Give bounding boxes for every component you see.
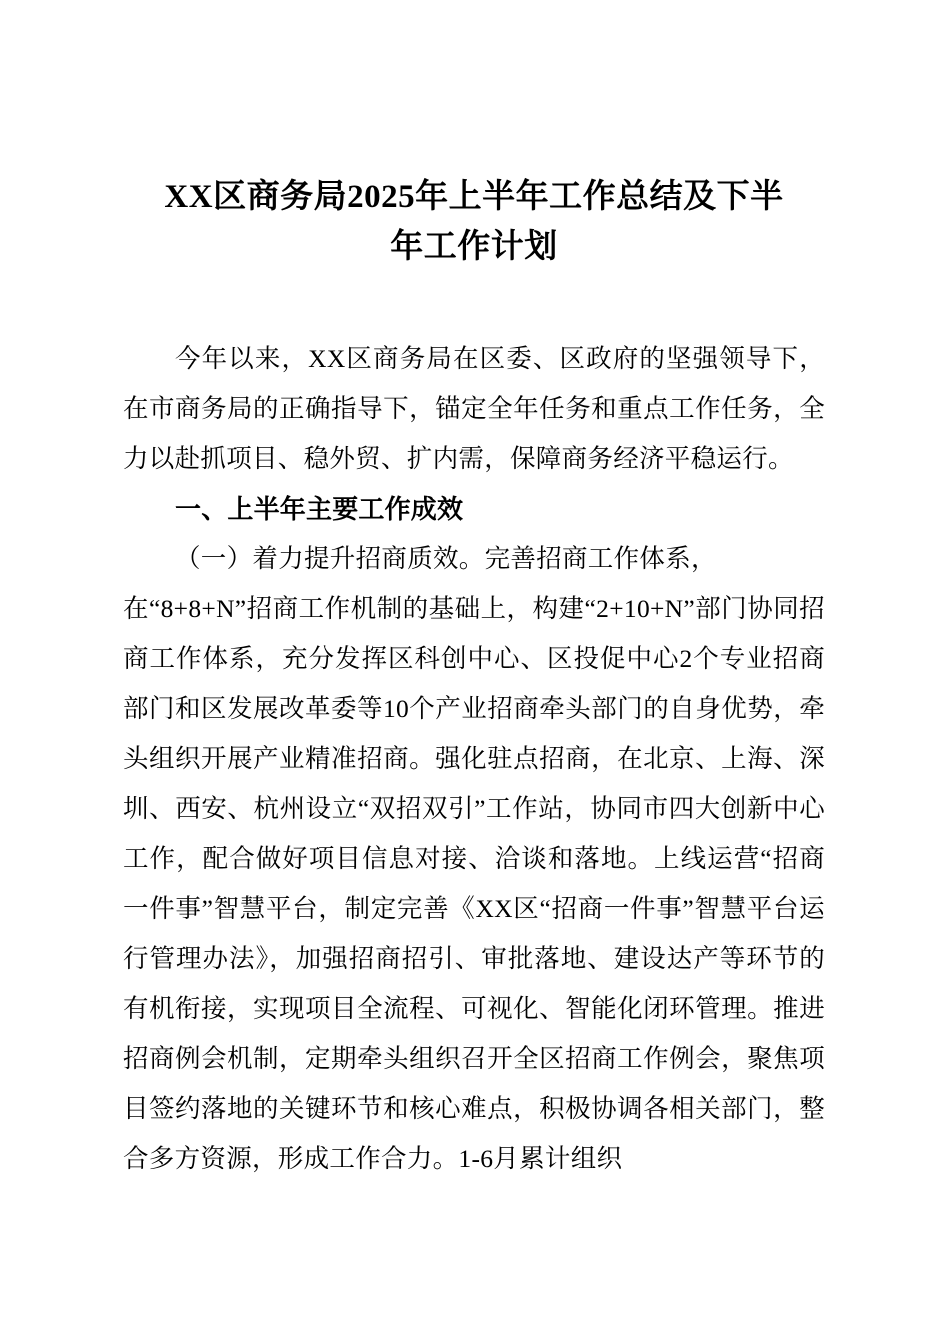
subsection-1-continuation: 在“8+8+N”招商工作机制的基础上，构建“2+10+N”部门协同招商工作体系，充分发挥区科创中心、区投促中心2个专业招商部门和区发展改革委等10个产业招商牵头部门的自身优势，牵头组织开展产业精准招商。强化驻点招商，在北京、上海、深圳、西安、杭州设立“双招双引”工作站，协同市四大创新中心工作，配合做好项目信息对接、洽谈和落地。上线运营“招商一件事”智慧平台，制定完善《XX区“招商一件事”智慧平台运行管理办法》，加强招商招引、审批落地、建设达产等环节的有机衔接，实现项目全流程、可视化、智能化闭环管理。推进招商例会机制，定期牵头组织召开全区招商工作例会，聚焦项目签约落地的关键环节和核心难点，积极协调各相关部门，整合多方资源，形成工作合力。1-6月累计组织 [123, 594, 825, 1173]
paragraph-subsection-1 [123, 534, 825, 1184]
page-title-line-1: XX区商务局2025年上半年工作总结及下半 [164, 179, 784, 215]
paragraph-intro: 今年以来，XX区商务局在区委、区政府的坚强领导下，在市商务局的正确指导下，锚定全年任务和重点工作任务，全力以赴抓项目、稳外贸、扩内需，保障商务经济平稳运行。 [123, 344, 825, 473]
title-body-spacer [123, 272, 825, 334]
page-title-line-2: 年工作计划 [390, 229, 558, 265]
document-body [123, 0, 825, 1184]
section-heading-1: 一、上半年主要工作成效 [175, 494, 464, 524]
subsection-1-lead-line: （一）着力提升招商质效。完善招商工作体系， [175, 544, 717, 573]
page-title [123, 0, 825, 272]
